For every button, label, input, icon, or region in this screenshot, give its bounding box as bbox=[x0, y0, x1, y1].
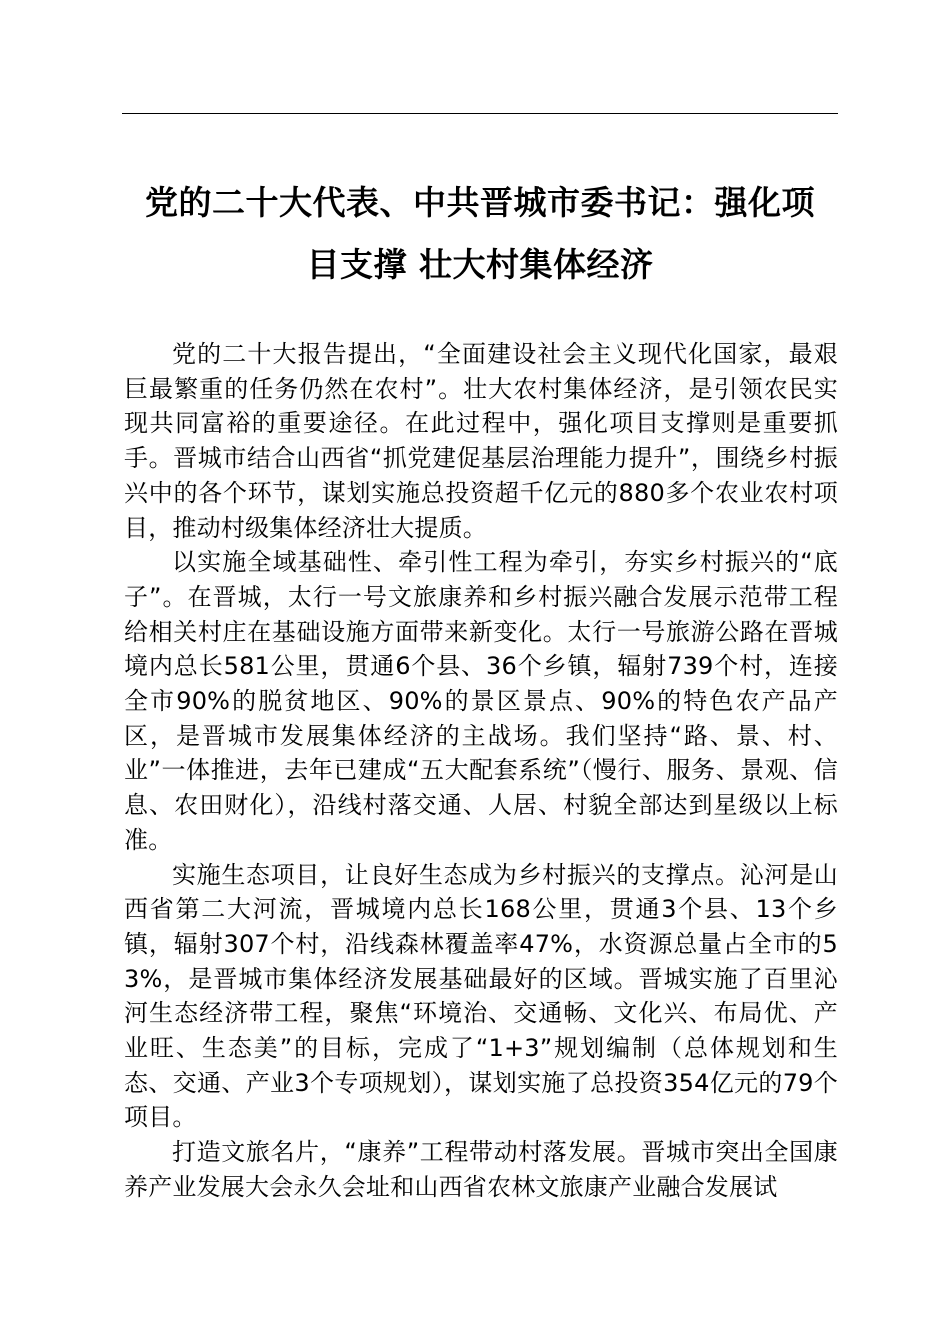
title-line-1: 党的二十大代表、中共晋城市委书记：强化项 bbox=[145, 183, 815, 222]
article-title bbox=[122, 172, 838, 296]
article-body bbox=[124, 337, 838, 1205]
paragraph-1: 党的二十大报告提出，“全面建设社会主义现代化国家，最艰巨最繁重的任务仍然在农村”。壮大农村集体经济，是引领农民实现共同富裕的重要途径。在此过程中，强化项目支撑则是重要抓手。晋城市结合山西省“抓党建促基层治理能力提升”，围绕乡村振兴中的各个环节，谋划实施总投资超千亿元的880多个农业农村项目，推动村级集体经济壮大提质。 bbox=[124, 340, 838, 542]
paragraph-2: 以实施全域基础性、牵引性工程为牵引，夯实乡村振兴的“底子”。在晋城，太行一号文旅康养和乡村振兴融合发展示范带工程给相关村庄在基础设施方面带来新变化。太行一号旅游公路在晋城境内总长581公里，贯通6个县、36个乡镇，辐射739个村，连接全市90%的脱贫地区、90%的景区景点、90%的特色农产品产区，是晋城市发展集体经济的主战场。我们坚持“路、景、村、业”一体推进，去年已建成“五大配套系统”（慢行、服务、景观、信息、农田财化），沿线村落交通、人居、村貌全部达到星级以上标准。 bbox=[124, 548, 838, 854]
paragraph-3: 实施生态项目，让良好生态成为乡村振兴的支撑点。沁河是山西省第二大河流，晋城境内总长168公里，贯通3个县、13个乡镇，辐射307个村，沿线森林覆盖率47%，水资源总量占全市的53%，是晋城市集体经济发展基础最好的区域。晋城实施了百里沁河生态经济带工程，聚焦“环境治、交通畅、文化兴、布局优、产业旺、生态美”的目标，完成了“1+3”规划编制（总体规划和生态、交通、产业3个专项规划），谋划实施了总投资354亿元的79个项目。 bbox=[124, 860, 838, 1132]
header-rule bbox=[122, 113, 838, 114]
title-line-2: 目支撑 壮大村集体经济 bbox=[306, 245, 654, 284]
paragraph-4: 打造文旅名片，“康养”工程带动村落发展。晋城市突出全国康养产业发展大会永久会址和山西省农林文旅康产业融合发展试 bbox=[124, 1138, 838, 1201]
